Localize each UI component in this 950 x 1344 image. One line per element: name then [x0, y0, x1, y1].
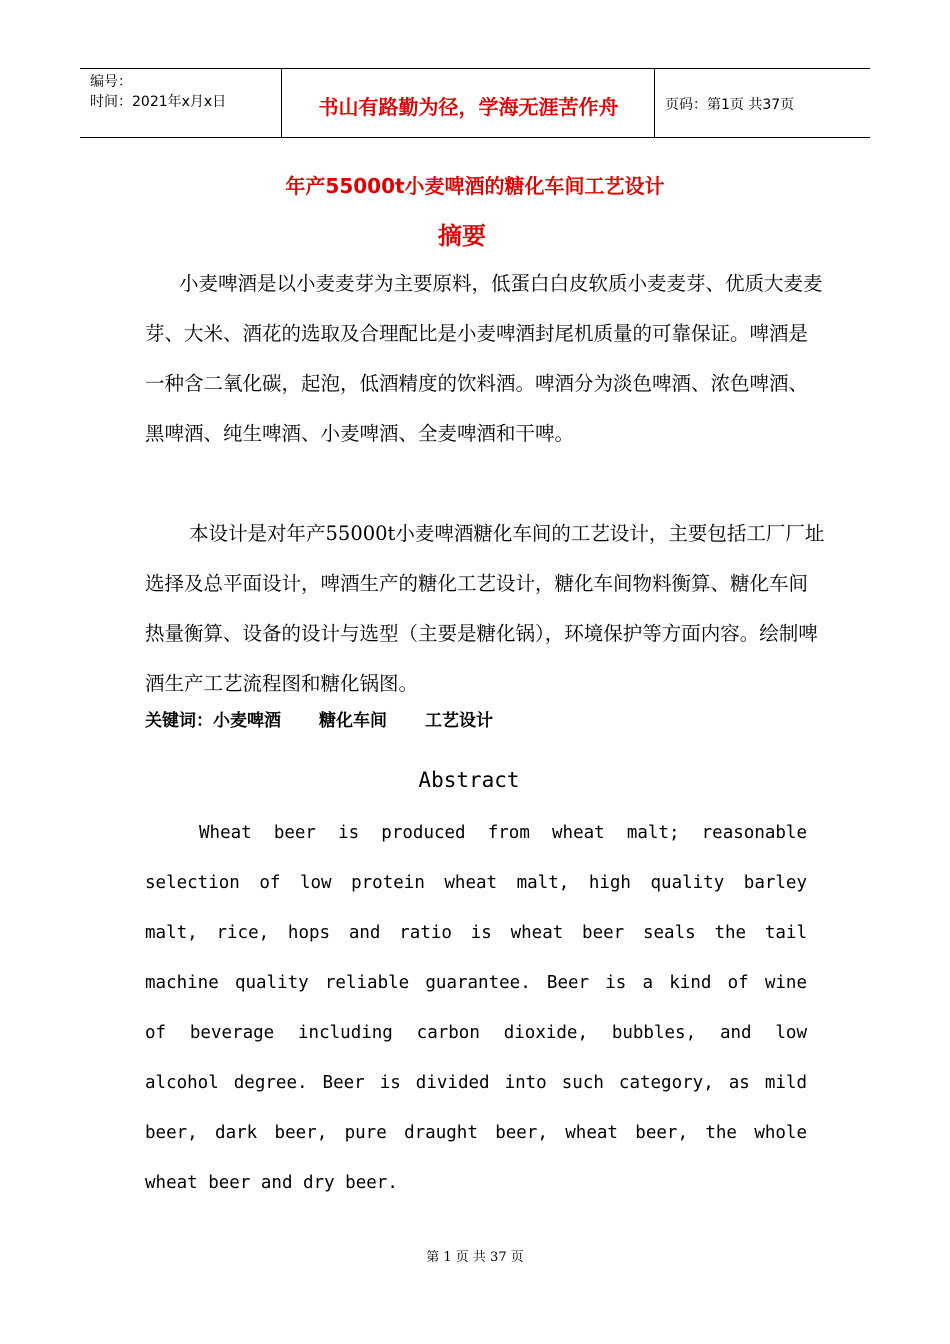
- keywords-label: 关键词：: [145, 711, 213, 731]
- header-motto: 书山有路勤为径，学海无涯苦作舟: [318, 95, 619, 119]
- abstract-en-line: Wheat beer is produced from wheat malt; reasonable: [199, 823, 807, 843]
- abstract-en-paragraph: [145, 808, 807, 1208]
- document-title: 年产55000t小麦啤酒的糖化车间工艺设计: [285, 174, 665, 198]
- abstract-en-heading: Abstract: [418, 768, 520, 792]
- abstract-en-line: of beverage including carbon dioxide, bubbles, and low: [145, 1023, 807, 1043]
- abstract-en-line: alcohol degree. Beer is divided into such category, as mild: [145, 1073, 807, 1093]
- header-page-info: 页码：第1页 共37页: [665, 97, 795, 113]
- keyword-item: 糖化车间: [319, 711, 387, 731]
- header-meta-cell: [80, 69, 282, 137]
- page-header: [80, 68, 870, 138]
- abstract-en-line: malt, rice, hops and ratio is wheat beer seals the tail: [145, 923, 807, 943]
- keywords-line: [145, 706, 493, 731]
- abstract-en-line: beer, dark beer, pure draught beer, wheat beer, the whole: [145, 1123, 807, 1143]
- page-footer: 第 1 页 共 37 页: [426, 1250, 524, 1265]
- header-motto-cell: [282, 69, 655, 137]
- document-code-label: 编号：: [90, 74, 132, 90]
- document-time-label: 时间：2021年x月x日: [90, 94, 227, 110]
- abstract-en-line: selection of low protein wheat malt, high quality barley: [145, 873, 807, 893]
- abstract-cn-heading: 摘要: [438, 222, 486, 250]
- abstract-en-line: machine quality reliable guarantee. Beer is a kind of wine: [145, 973, 807, 993]
- header-page-cell: [655, 69, 870, 137]
- keyword-item: 小麦啤酒: [213, 711, 281, 731]
- abstract-cn-paragraph-2: 本设计是对年产55000t小麦啤酒糖化车间的工艺设计，主要包括工厂厂址选择及总平面设计，啤酒生产的糖化工艺设计，糖化车间物料衡算、糖化车间热量衡算、设备的设计与选型（主要是糖化锅），环境保护等方面内容。绘制啤酒生产工艺流程图和糖化锅图。: [145, 522, 825, 695]
- keyword-item: 工艺设计: [425, 711, 493, 731]
- abstract-cn-paragraph-1: 小麦啤酒是以小麦麦芽为主要原料，低蛋白白皮软质小麦麦芽、优质大麦麦芽、大米、酒花的选取及合理配比是小麦啤酒封尾机质量的可靠保证。啤酒是一种含二氧化碳，起泡，低酒精度的饮料酒。啤酒分为淡色啤酒、浓色啤酒、黑啤酒、纯生啤酒、小麦啤酒、全麦啤酒和干啤。: [145, 272, 823, 445]
- abstract-en-line: wheat beer and dry beer.: [145, 1173, 398, 1193]
